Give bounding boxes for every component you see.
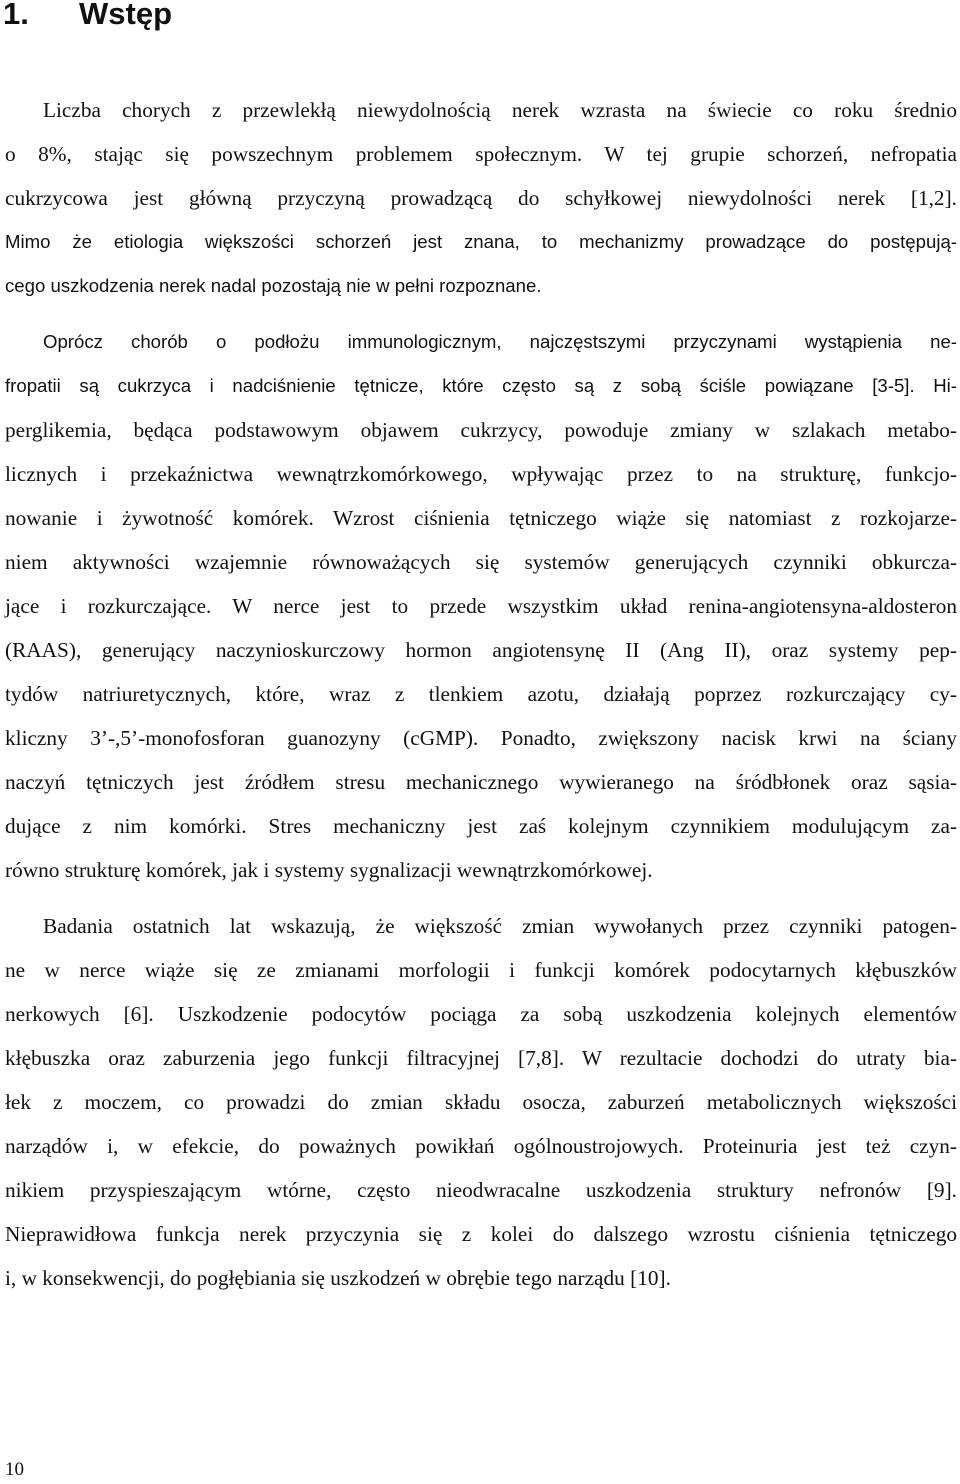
paragraph-2-line-4: licznych i przekaźnictwa wewnątrzkomórkowego, wpływając przez to na strukturę, funkcjo- (5, 462, 957, 486)
paragraph-1-line-1: Liczba chorych z przewlekłą niewydolnością nerek wzrasta na świecie co roku średnio (43, 98, 957, 122)
paragraph-2-line-7: jące i rozkurczające. W nerce jest to przede wszystkim układ renina-angiotensyna-aldosteron (5, 594, 957, 618)
page-number: 10 (5, 1459, 24, 1480)
paragraph-3-line-4: kłębuszka oraz zaburzenia jego funkcji filtracyjnej [7,8]. W rezultacie dochodzi do utraty bia- (5, 1046, 957, 1070)
paragraph-2-line-5: nowanie i żywotność komórek. Wzrost ciśnienia tętniczego wiąże się natomiast z rozkojarze- (5, 506, 957, 530)
paragraph-3-line-9: i, w konsekwencji, do pogłębiania się uszkodzeń w obrębie tego narządu [10]. (5, 1266, 671, 1290)
paragraph-1-line-5: cego uszkodzenia nerek nadal pozostają nie w pełni rozpoznane. (5, 275, 542, 296)
paragraph-2-line-1: Oprócz chorób o podłożu immunologicznym, najczęstszymi przyczynami wystąpienia ne- (43, 331, 957, 352)
paragraph-2-line-13: równo strukturę komórek, jak i systemy sygnalizacji wewnątrzkomórkowej. (5, 858, 653, 882)
paragraph-2-line-3: perglikemia, będąca podstawowym objawem cukrzycy, powoduje zmiany w szlakach metabo- (5, 418, 957, 442)
paragraph-1-line-3: cukrzycowa jest główną przyczyną prowadzącą do schyłkowej niewydolności nerek [1,2]. (5, 186, 957, 210)
section-number: 1. (3, 0, 29, 31)
paragraph-2-line-10: kliczny 3’-,5’-monofosforan guanozyny (cGMP). Ponadto, zwiększony nacisk krwi na ściany (5, 726, 957, 750)
section-title: Wstęp (79, 0, 172, 31)
section-heading (3, 0, 172, 36)
paragraph-3-line-2: ne w nerce wiąże się ze zmianami morfologii i funkcji komórek podocytarnych kłębuszków (5, 958, 957, 982)
paragraph-2-line-12: dujące z nim komórki. Stres mechaniczny jest zaś kolejnym czynnikiem modulującym za- (5, 814, 957, 838)
paragraph-2-line-6: niem aktywności wzajemnie równoważących się systemów generujących czynniki obkurcza- (5, 550, 957, 574)
paragraph-2-line-9: tydów natriuretycznych, które, wraz z tlenkiem azotu, działają poprzez rozkurczający cy- (5, 682, 957, 706)
paragraph-3-line-7: nikiem przyspieszającym wtórne, często nieodwracalne uszkodzenia struktury nefronów [9]. (5, 1178, 957, 1202)
paragraph-1-line-4: Mimo że etiologia większości schorzeń jest znana, to mechanizmy prowadzące do postępują- (5, 231, 957, 252)
paragraph-2-line-11: naczyń tętniczych jest źródłem stresu mechanicznego wywieranego na śródbłonek oraz sąsia- (5, 770, 957, 794)
paragraph-1-line-2: o 8%, stając się powszechnym problemem społecznym. W tej grupie schorzeń, nefropatia (5, 142, 957, 166)
paragraph-3-line-8: Nieprawidłowa funkcja nerek przyczynia się z kolei do dalszego wzrostu ciśnienia tętniczego (5, 1222, 957, 1246)
paragraph-3-line-6: narządów i, w efekcie, do poważnych powikłań ogólnoustrojowych. Proteinuria jest też czyn- (5, 1134, 957, 1158)
paragraph-2-line-2: fropatii są cukrzyca i nadciśnienie tętnicze, które często są z sobą ściśle powiązane [3-5]. Hi- (5, 375, 957, 396)
paragraph-3-line-1: Badania ostatnich lat wskazują, że większość zmian wywołanych przez czynniki patogen- (43, 914, 957, 938)
paragraph-2-line-8: (RAAS), generujący naczynioskurczowy hormon angiotensynę II (Ang II), oraz systemy pep- (5, 638, 957, 662)
paragraph-3-line-5: łek z moczem, co prowadzi do zmian składu osocza, zaburzeń metabolicznych większości (5, 1090, 957, 1114)
paragraph-3-line-3: nerkowych [6]. Uszkodzenie podocytów pociąga za sobą uszkodzenia kolejnych elementów (5, 1002, 957, 1026)
